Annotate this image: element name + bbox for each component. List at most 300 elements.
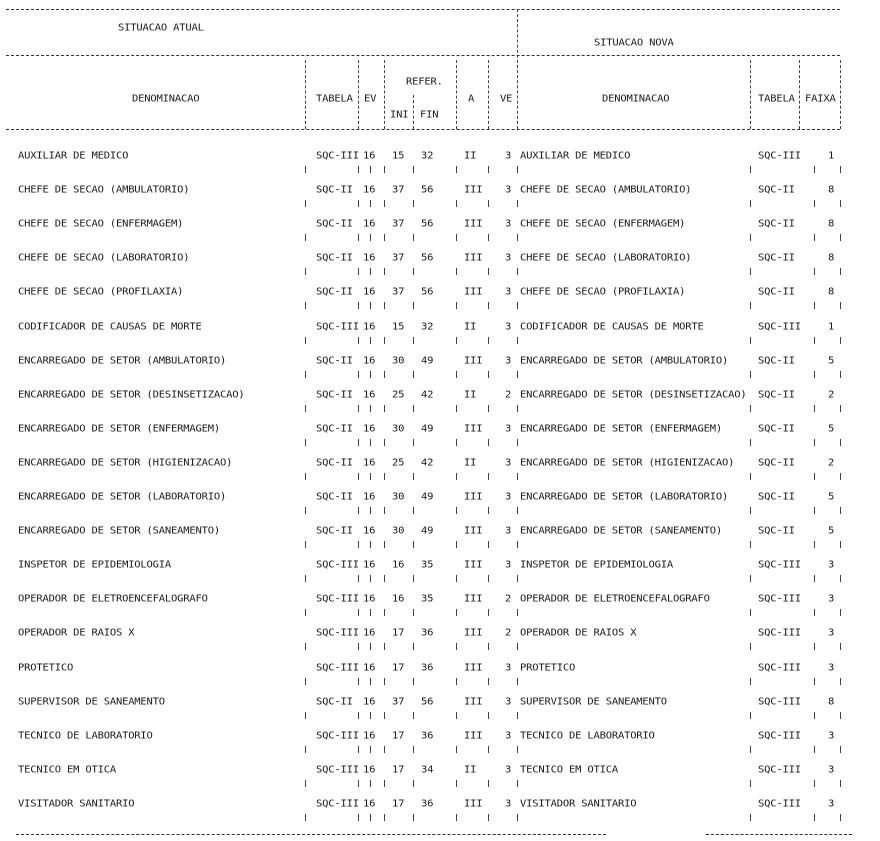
row-a: II bbox=[464, 457, 477, 469]
row-nova-tabela: SQC-III bbox=[758, 764, 801, 776]
row-separator-tick bbox=[840, 541, 841, 548]
row-nova-tabela: SQC-III bbox=[758, 627, 801, 639]
row-atual-denominacao: CHEFE DE SECAO (LABORATORIO) bbox=[18, 252, 190, 264]
row-separator-tick bbox=[840, 780, 841, 787]
row-atual-denominacao: CHEFE DE SECAO (ENFERMAGEM) bbox=[18, 218, 184, 230]
row-separator-tick bbox=[488, 166, 489, 173]
row-atual-denominacao: ENCARREGADO DE SETOR (AMBULATORIO) bbox=[18, 355, 227, 367]
row-separator-tick bbox=[840, 609, 841, 616]
row-separator-tick bbox=[456, 643, 457, 650]
row-separator-tick bbox=[814, 405, 815, 412]
row-separator-tick bbox=[384, 609, 385, 616]
row-ini: 25 bbox=[392, 457, 405, 469]
row-nova-denominacao: ENCARREGADO DE SETOR (DESINSETIZACAO) bbox=[520, 389, 747, 401]
divider-atual-nova bbox=[517, 9, 518, 129]
row-separator-tick bbox=[750, 234, 751, 241]
row-separator-tick bbox=[370, 814, 371, 821]
row-separator-tick bbox=[305, 302, 306, 309]
row-separator-tick bbox=[413, 405, 414, 412]
row-nova-tabela: SQC-II bbox=[758, 457, 795, 469]
row-ini: 17 bbox=[392, 764, 405, 776]
row-faixa: 3 bbox=[828, 662, 835, 674]
row-ve: 3 bbox=[505, 764, 512, 776]
row-separator-tick bbox=[840, 302, 841, 309]
row-atual-denominacao: ENCARREGADO DE SETOR (SANEAMENTO) bbox=[18, 525, 221, 537]
row-separator-tick bbox=[840, 234, 841, 241]
row-separator-tick bbox=[370, 268, 371, 275]
row-separator-tick bbox=[370, 439, 371, 446]
row-ini: 17 bbox=[392, 627, 405, 639]
row-separator-tick bbox=[305, 473, 306, 480]
row-separator-tick bbox=[413, 814, 414, 821]
row-separator-tick bbox=[814, 746, 815, 753]
row-tabela: SQC-II bbox=[316, 457, 353, 469]
row-separator-tick bbox=[370, 575, 371, 582]
row-separator-tick bbox=[358, 780, 359, 787]
row-separator-tick bbox=[488, 234, 489, 241]
row-tabela: SQC-II bbox=[316, 252, 353, 264]
row-nova-denominacao: CHEFE DE SECAO (LABORATORIO) bbox=[520, 252, 692, 264]
row-nova-tabela: SQC-III bbox=[758, 150, 801, 162]
row-separator-tick bbox=[488, 439, 489, 446]
row-ev: 16 bbox=[363, 491, 376, 503]
row-separator-tick bbox=[488, 780, 489, 787]
row-separator-tick bbox=[456, 507, 457, 514]
row-separator-tick bbox=[384, 746, 385, 753]
row-separator-tick bbox=[370, 541, 371, 548]
row-tabela: SQC-II bbox=[316, 423, 353, 435]
row-atual-denominacao: CHEFE DE SECAO (AMBULATORIO) bbox=[18, 184, 190, 196]
row-ini: 17 bbox=[392, 730, 405, 742]
row-separator-tick bbox=[358, 200, 359, 207]
row-separator-tick bbox=[840, 166, 841, 173]
row-separator-tick bbox=[488, 200, 489, 207]
row-ini: 30 bbox=[392, 525, 405, 537]
row-separator-tick bbox=[358, 405, 359, 412]
row-ve: 3 bbox=[505, 286, 512, 298]
bottom-rule-right bbox=[706, 834, 852, 835]
row-faixa: 3 bbox=[828, 730, 835, 742]
row-separator-tick bbox=[840, 405, 841, 412]
row-atual-denominacao: ENCARREGADO DE SETOR (ENFERMAGEM) bbox=[18, 423, 221, 435]
row-separator-tick bbox=[517, 268, 518, 275]
row-separator-tick bbox=[814, 678, 815, 685]
row-separator-tick bbox=[488, 575, 489, 582]
row-nova-denominacao: CHEFE DE SECAO (ENFERMAGEM) bbox=[520, 218, 686, 230]
row-nova-tabela: SQC-III bbox=[758, 662, 801, 674]
row-tabela: SQC-III bbox=[316, 662, 359, 674]
row-separator-tick bbox=[517, 234, 518, 241]
row-a: II bbox=[464, 150, 477, 162]
row-separator-tick bbox=[413, 609, 414, 616]
row-ev: 16 bbox=[363, 525, 376, 537]
row-separator-tick bbox=[750, 712, 751, 719]
row-ve: 3 bbox=[505, 730, 512, 742]
row-atual-denominacao: ENCARREGADO DE SETOR (LABORATORIO) bbox=[18, 491, 227, 503]
row-fin: 49 bbox=[421, 423, 434, 435]
col-atual-fin: FIN bbox=[420, 109, 439, 121]
row-separator-tick bbox=[413, 166, 414, 173]
row-nova-denominacao: TECNICO EM OTICA bbox=[520, 764, 618, 776]
row-ve: 3 bbox=[505, 150, 512, 162]
row-separator-tick bbox=[384, 712, 385, 719]
row-ve: 3 bbox=[505, 218, 512, 230]
row-ve: 3 bbox=[505, 252, 512, 264]
row-separator-tick bbox=[840, 371, 841, 378]
row-ini: 25 bbox=[392, 389, 405, 401]
row-separator-tick bbox=[358, 268, 359, 275]
row-separator-tick bbox=[358, 541, 359, 548]
row-tabela: SQC-II bbox=[316, 491, 353, 503]
row-separator-tick bbox=[517, 473, 518, 480]
col-nova-faixa: FAIXA bbox=[805, 93, 836, 105]
row-separator-tick bbox=[358, 166, 359, 173]
row-atual-denominacao: SUPERVISOR DE SANEAMENTO bbox=[18, 696, 165, 708]
row-tabela: SQC-III bbox=[316, 730, 359, 742]
row-fin: 42 bbox=[421, 389, 434, 401]
row-separator-tick bbox=[305, 166, 306, 173]
divider-a bbox=[456, 60, 457, 129]
row-separator-tick bbox=[358, 507, 359, 514]
row-separator-tick bbox=[384, 507, 385, 514]
row-faixa: 5 bbox=[828, 491, 835, 503]
row-separator-tick bbox=[517, 541, 518, 548]
row-a: III bbox=[464, 286, 483, 298]
row-separator-tick bbox=[305, 405, 306, 412]
row-nova-tabela: SQC-II bbox=[758, 423, 795, 435]
row-faixa: 5 bbox=[828, 423, 835, 435]
row-tabela: SQC-III bbox=[316, 593, 359, 605]
row-separator-tick bbox=[370, 780, 371, 787]
row-separator-tick bbox=[456, 268, 457, 275]
row-separator-tick bbox=[814, 575, 815, 582]
row-ini: 16 bbox=[392, 593, 405, 605]
row-separator-tick bbox=[456, 712, 457, 719]
row-tabela: SQC-III bbox=[316, 321, 359, 333]
row-a: II bbox=[464, 321, 477, 333]
row-faixa: 8 bbox=[828, 218, 835, 230]
row-faixa: 3 bbox=[828, 627, 835, 639]
row-a: III bbox=[464, 423, 483, 435]
row-atual-denominacao: TECNICO DE LABORATORIO bbox=[18, 730, 153, 742]
row-fin: 36 bbox=[421, 627, 434, 639]
row-ev: 16 bbox=[363, 798, 376, 810]
row-atual-denominacao: OPERADOR DE RAIOS X bbox=[18, 627, 135, 639]
row-separator-tick bbox=[517, 200, 518, 207]
row-tabela: SQC-II bbox=[316, 218, 353, 230]
row-separator-tick bbox=[517, 337, 518, 344]
row-separator-tick bbox=[814, 507, 815, 514]
row-ini: 15 bbox=[392, 150, 405, 162]
row-fin: 56 bbox=[421, 696, 434, 708]
row-ev: 16 bbox=[363, 184, 376, 196]
row-nova-denominacao: ENCARREGADO DE SETOR (SANEAMENTO) bbox=[520, 525, 723, 537]
row-separator-tick bbox=[413, 268, 414, 275]
divider-fin bbox=[413, 95, 414, 129]
row-separator-tick bbox=[750, 473, 751, 480]
row-separator-tick bbox=[750, 678, 751, 685]
row-atual-denominacao: CHEFE DE SECAO (PROFILAXIA) bbox=[18, 286, 184, 298]
row-tabela: SQC-II bbox=[316, 286, 353, 298]
row-separator-tick bbox=[456, 439, 457, 446]
row-separator-tick bbox=[456, 405, 457, 412]
row-separator-tick bbox=[456, 814, 457, 821]
row-fin: 56 bbox=[421, 252, 434, 264]
row-ini: 37 bbox=[392, 252, 405, 264]
row-nova-tabela: SQC-III bbox=[758, 798, 801, 810]
col-atual-refer: REFER. bbox=[406, 76, 443, 88]
row-separator-tick bbox=[384, 678, 385, 685]
row-fin: 49 bbox=[421, 525, 434, 537]
row-separator-tick bbox=[358, 473, 359, 480]
row-tabela: SQC-III bbox=[316, 798, 359, 810]
row-separator-tick bbox=[456, 302, 457, 309]
row-faixa: 8 bbox=[828, 184, 835, 196]
row-separator-tick bbox=[358, 643, 359, 650]
row-separator-tick bbox=[370, 200, 371, 207]
row-separator-tick bbox=[370, 609, 371, 616]
row-separator-tick bbox=[456, 337, 457, 344]
row-ini: 15 bbox=[392, 321, 405, 333]
row-separator-tick bbox=[384, 166, 385, 173]
row-separator-tick bbox=[840, 268, 841, 275]
row-separator-tick bbox=[840, 337, 841, 344]
row-nova-tabela: SQC-II bbox=[758, 286, 795, 298]
row-separator-tick bbox=[750, 609, 751, 616]
row-separator-tick bbox=[517, 507, 518, 514]
row-tabela: SQC-III bbox=[316, 150, 359, 162]
row-separator-tick bbox=[305, 678, 306, 685]
row-faixa: 3 bbox=[828, 593, 835, 605]
row-nova-denominacao: SUPERVISOR DE SANEAMENTO bbox=[520, 696, 667, 708]
row-ini: 17 bbox=[392, 662, 405, 674]
row-separator-tick bbox=[840, 712, 841, 719]
row-separator-tick bbox=[413, 302, 414, 309]
row-nova-denominacao: CODIFICADOR DE CAUSAS DE MORTE bbox=[520, 321, 704, 333]
row-separator-tick bbox=[413, 234, 414, 241]
row-ev: 16 bbox=[363, 730, 376, 742]
row-separator-tick bbox=[413, 746, 414, 753]
row-atual-denominacao: OPERADOR DE ELETROENCEFALOGRAFO bbox=[18, 593, 208, 605]
row-a: III bbox=[464, 696, 483, 708]
col-atual-ev: EV bbox=[364, 93, 377, 105]
row-nova-tabela: SQC-II bbox=[758, 525, 795, 537]
row-separator-tick bbox=[384, 814, 385, 821]
row-separator-tick bbox=[305, 746, 306, 753]
row-nova-tabela: SQC-II bbox=[758, 218, 795, 230]
row-ini: 37 bbox=[392, 218, 405, 230]
row-separator-tick bbox=[750, 643, 751, 650]
row-separator-tick bbox=[456, 234, 457, 241]
row-separator-tick bbox=[750, 166, 751, 173]
row-separator-tick bbox=[750, 507, 751, 514]
row-separator-tick bbox=[413, 575, 414, 582]
row-ini: 16 bbox=[392, 559, 405, 571]
row-separator-tick bbox=[814, 166, 815, 173]
row-separator-tick bbox=[750, 541, 751, 548]
row-separator-tick bbox=[305, 200, 306, 207]
row-separator-tick bbox=[384, 780, 385, 787]
row-separator-tick bbox=[413, 439, 414, 446]
row-separator-tick bbox=[840, 746, 841, 753]
row-nova-tabela: SQC-III bbox=[758, 730, 801, 742]
row-separator-tick bbox=[517, 780, 518, 787]
row-fin: 32 bbox=[421, 321, 434, 333]
row-nova-tabela: SQC-III bbox=[758, 321, 801, 333]
row-nova-tabela: SQC-II bbox=[758, 389, 795, 401]
row-faixa: 8 bbox=[828, 252, 835, 264]
row-nova-tabela: SQC-II bbox=[758, 355, 795, 367]
row-ev: 16 bbox=[363, 559, 376, 571]
row-separator-tick bbox=[488, 746, 489, 753]
row-ev: 16 bbox=[363, 150, 376, 162]
row-nova-denominacao: VISITADOR SANITARIO bbox=[520, 798, 637, 810]
row-ev: 16 bbox=[363, 218, 376, 230]
row-separator-tick bbox=[517, 712, 518, 719]
row-nova-denominacao: OPERADOR DE RAIOS X bbox=[520, 627, 637, 639]
row-separator-tick bbox=[358, 371, 359, 378]
row-separator-tick bbox=[456, 371, 457, 378]
row-separator-tick bbox=[517, 166, 518, 173]
row-fin: 56 bbox=[421, 218, 434, 230]
row-fin: 35 bbox=[421, 559, 434, 571]
row-atual-denominacao: INSPETOR DE EPIDEMIOLOGIA bbox=[18, 559, 172, 571]
row-nova-denominacao: TECNICO DE LABORATORIO bbox=[520, 730, 655, 742]
row-a: III bbox=[464, 627, 483, 639]
row-separator-tick bbox=[413, 337, 414, 344]
row-separator-tick bbox=[370, 507, 371, 514]
row-a: III bbox=[464, 525, 483, 537]
row-nova-denominacao: AUXILIAR DE MEDICO bbox=[520, 150, 631, 162]
row-fin: 42 bbox=[421, 457, 434, 469]
divider-faixa bbox=[799, 60, 800, 129]
row-faixa: 3 bbox=[828, 559, 835, 571]
row-separator-tick bbox=[384, 234, 385, 241]
row-separator-tick bbox=[456, 473, 457, 480]
row-atual-denominacao: AUXILIAR DE MEDICO bbox=[18, 150, 129, 162]
row-separator-tick bbox=[413, 678, 414, 685]
divider-right-edge bbox=[840, 60, 841, 129]
row-a: III bbox=[464, 218, 483, 230]
row-separator-tick bbox=[358, 337, 359, 344]
row-ev: 16 bbox=[363, 457, 376, 469]
row-tabela: SQC-II bbox=[316, 525, 353, 537]
row-separator-tick bbox=[488, 507, 489, 514]
row-nova-tabela: SQC-II bbox=[758, 184, 795, 196]
row-atual-denominacao: ENCARREGADO DE SETOR (HIGIENIZACAO) bbox=[18, 457, 233, 469]
row-nova-denominacao: INSPETOR DE EPIDEMIOLOGIA bbox=[520, 559, 674, 571]
row-atual-denominacao: VISITADOR SANITARIO bbox=[18, 798, 135, 810]
row-separator-tick bbox=[814, 780, 815, 787]
row-separator-tick bbox=[370, 712, 371, 719]
row-separator-tick bbox=[358, 234, 359, 241]
row-nova-tabela: SQC-III bbox=[758, 593, 801, 605]
row-a: III bbox=[464, 184, 483, 196]
row-ev: 16 bbox=[363, 355, 376, 367]
row-a: II bbox=[464, 764, 477, 776]
row-separator-tick bbox=[370, 678, 371, 685]
row-separator-tick bbox=[305, 234, 306, 241]
divider-ini bbox=[384, 60, 385, 129]
row-ev: 16 bbox=[363, 423, 376, 435]
top-rule bbox=[6, 9, 840, 10]
row-separator-tick bbox=[305, 575, 306, 582]
row-fin: 36 bbox=[421, 662, 434, 674]
row-separator-tick bbox=[305, 371, 306, 378]
situacao-atual-heading: SITUACAO ATUAL bbox=[118, 22, 204, 34]
divider-tabela bbox=[305, 60, 306, 129]
row-separator-tick bbox=[305, 712, 306, 719]
bottom-rule-left bbox=[16, 834, 606, 835]
row-separator-tick bbox=[384, 200, 385, 207]
row-ve: 3 bbox=[505, 491, 512, 503]
row-separator-tick bbox=[358, 746, 359, 753]
row-tabela: SQC-II bbox=[316, 355, 353, 367]
col-nova-tabela: TABELA bbox=[758, 93, 795, 105]
row-separator-tick bbox=[517, 302, 518, 309]
row-separator-tick bbox=[358, 302, 359, 309]
row-tabela: SQC-II bbox=[316, 184, 353, 196]
row-nova-denominacao: ENCARREGADO DE SETOR (ENFERMAGEM) bbox=[520, 423, 723, 435]
row-atual-denominacao: TECNICO EM OTICA bbox=[18, 764, 116, 776]
row-fin: 32 bbox=[421, 150, 434, 162]
row-fin: 56 bbox=[421, 184, 434, 196]
row-separator-tick bbox=[305, 507, 306, 514]
row-a: III bbox=[464, 730, 483, 742]
row-tabela: SQC-III bbox=[316, 559, 359, 571]
row-separator-tick bbox=[305, 814, 306, 821]
row-separator-tick bbox=[370, 405, 371, 412]
row-separator-tick bbox=[305, 439, 306, 446]
row-separator-tick bbox=[370, 337, 371, 344]
row-separator-tick bbox=[814, 643, 815, 650]
row-nova-tabela: SQC-II bbox=[758, 491, 795, 503]
row-separator-tick bbox=[370, 371, 371, 378]
row-separator-tick bbox=[840, 473, 841, 480]
row-separator-tick bbox=[814, 302, 815, 309]
row-fin: 49 bbox=[421, 355, 434, 367]
row-ev: 16 bbox=[363, 696, 376, 708]
row-separator-tick bbox=[488, 643, 489, 650]
row-separator-tick bbox=[517, 746, 518, 753]
row-separator-tick bbox=[456, 200, 457, 207]
row-separator-tick bbox=[413, 371, 414, 378]
row-separator-tick bbox=[517, 678, 518, 685]
row-separator-tick bbox=[488, 337, 489, 344]
row-nova-denominacao: PROTETICO bbox=[520, 662, 576, 674]
row-separator-tick bbox=[384, 302, 385, 309]
row-separator-tick bbox=[488, 678, 489, 685]
row-tabela: SQC-II bbox=[316, 389, 353, 401]
row-faixa: 8 bbox=[828, 286, 835, 298]
row-ini: 37 bbox=[392, 286, 405, 298]
row-ini: 17 bbox=[392, 798, 405, 810]
row-ini: 30 bbox=[392, 491, 405, 503]
row-ve: 3 bbox=[505, 525, 512, 537]
row-separator-tick bbox=[488, 473, 489, 480]
row-ini: 37 bbox=[392, 696, 405, 708]
row-separator-tick bbox=[413, 780, 414, 787]
row-separator-tick bbox=[517, 609, 518, 616]
row-nova-denominacao: ENCARREGADO DE SETOR (HIGIENIZACAO) bbox=[520, 457, 735, 469]
row-separator-tick bbox=[488, 371, 489, 378]
row-separator-tick bbox=[358, 712, 359, 719]
row-separator-tick bbox=[517, 814, 518, 821]
row-ini: 30 bbox=[392, 355, 405, 367]
row-separator-tick bbox=[488, 302, 489, 309]
row-separator-tick bbox=[814, 200, 815, 207]
row-ve: 2 bbox=[505, 593, 512, 605]
